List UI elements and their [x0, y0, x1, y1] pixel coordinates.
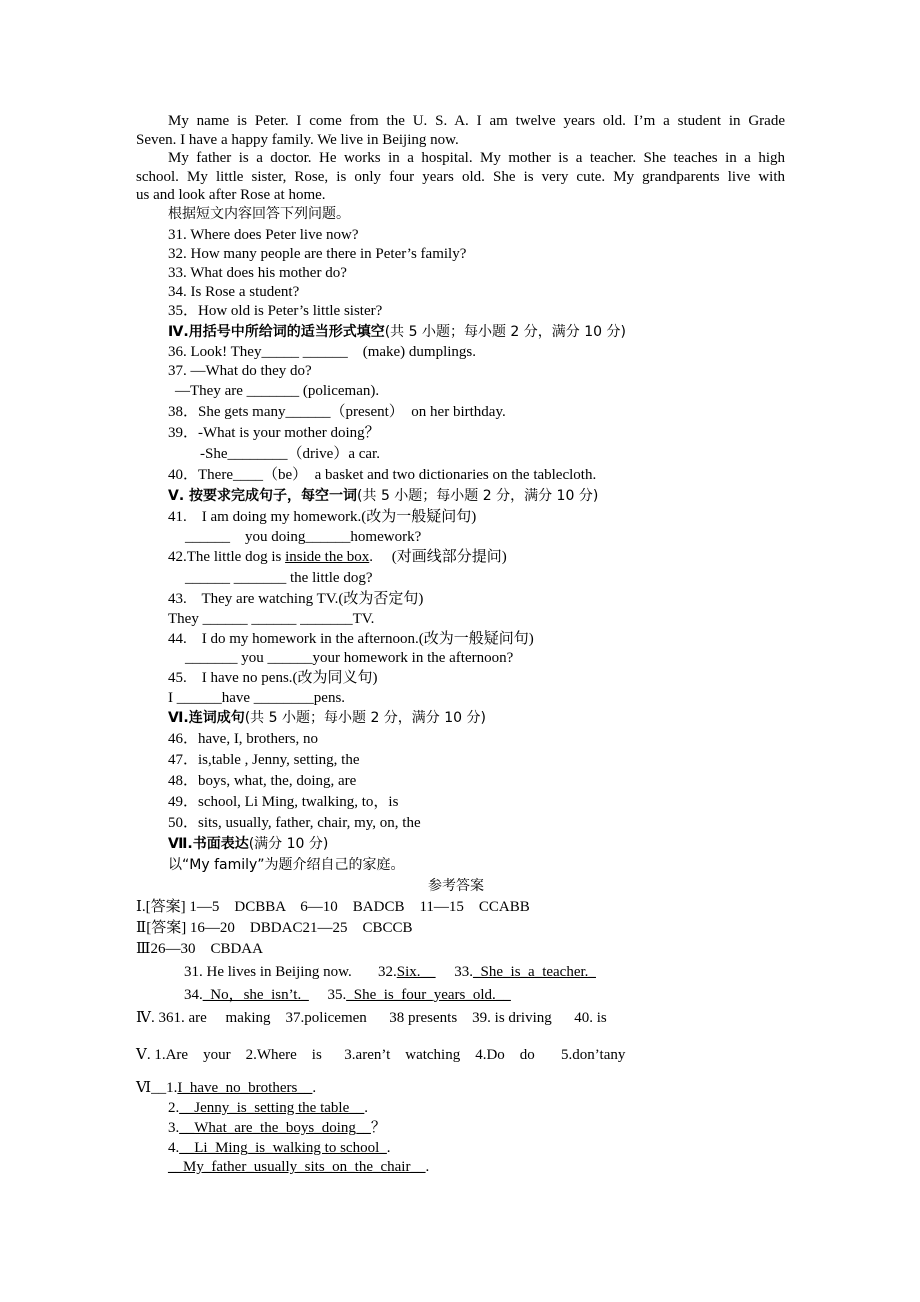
passage-line: My name is Peter. I come from the U. S. A. I am twelve years old. I’m a student in Grade: [168, 113, 785, 129]
answer-blank: I ______have ________pens.: [168, 690, 346, 706]
a35: _She_is_four_years_old.__: [346, 987, 511, 1003]
question: 50．sits, usually, father, chair, my, on, the: [168, 815, 421, 831]
a6-pre: Ⅵ__1.: [136, 1080, 178, 1096]
answer-line: [184, 963, 596, 981]
question: 41. I am doing my homework.(改为一般疑问句): [168, 509, 477, 525]
passage-line: Seven. I have a happy family. We live in Beijing now.: [136, 132, 459, 148]
a6-4: __Li_Ming_is_walking to school_: [179, 1140, 387, 1156]
answer-blank: _______ you ______your homework in the afternoon?: [185, 650, 514, 666]
question: 48．boys, what, the, doing, are: [168, 773, 357, 789]
a34: _No，she_isn’t._: [202, 987, 309, 1003]
question: 40．There____（be） a basket and two dictionaries on the tablecloth.: [168, 467, 597, 483]
answer-line: [184, 986, 511, 1004]
question: 31. Where does Peter live now?: [168, 227, 359, 243]
a32-pre: 32.: [378, 964, 397, 980]
answer-line: [168, 1158, 429, 1176]
period: .: [312, 1080, 317, 1096]
a34-pre: 34.: [184, 987, 203, 1003]
question: —They are _______ (policeman).: [175, 383, 380, 399]
question: 38．She gets many______（present） on her birthday.: [168, 404, 506, 420]
question: 44. I do my homework in the afternoon.(改为一般疑问句): [168, 631, 534, 647]
question: -She________（drive）a car.: [200, 446, 380, 462]
answer-blank: ______ you doing______homework?: [185, 529, 422, 545]
answer-line: Ⅳ. 361. are making 37.policemen 38 presents 39. is driving 40. is: [136, 1010, 607, 1026]
answer-line: [168, 1099, 368, 1117]
heading-score: (满分 10 分): [248, 836, 329, 852]
a6-3-post: ？: [370, 1120, 386, 1136]
a6-1: I_have_no_brothers__: [177, 1080, 313, 1096]
period: .: [425, 1159, 430, 1175]
question: 36. Look! They_____ ______ (make) dumplings.: [168, 344, 477, 360]
answer-line: Ⅰ.[答案] 1—5 DCBBA 6—10 BADCB 11—15 CCABB: [136, 899, 530, 915]
period: .: [364, 1100, 368, 1116]
question: 39．-What is your mother doing？: [168, 425, 380, 441]
heading-score: (共 5 小题；每小题 2 分，满分 10 分): [384, 324, 626, 340]
question: 32. How many people are there in Peter’s family?: [168, 246, 467, 262]
a35-pre: 35.: [308, 987, 347, 1003]
heading-text: Ⅵ.连词成句: [168, 710, 245, 726]
a6-5: __My_father_usually_sits_on_the_chair__: [168, 1159, 426, 1175]
answers-title: 参考答案: [428, 878, 484, 894]
a32: Six.__: [396, 964, 436, 980]
answer-line: Ⅴ. 1.Are your 2.Where is 3.aren’t watching 4.Do do 5.don’tany: [136, 1047, 626, 1063]
heading-text: Ⅳ.用括号中所给词的适当形式填空: [168, 324, 385, 340]
section-heading: [168, 835, 328, 853]
question: 45. I have no pens.(改为同义句): [168, 670, 378, 686]
heading-text: Ⅶ.书面表达: [168, 836, 249, 852]
answer-line: Ⅲ26—30 CBDAA: [136, 941, 263, 957]
section-heading: [168, 487, 598, 505]
period: .: [386, 1140, 391, 1156]
writing-prompt: 以“My family”为题介绍自己的家庭。: [168, 857, 405, 873]
question: 46．have, I, brothers, no: [168, 731, 318, 747]
heading-score: (共 5 小题；每小题 2 分，满分 10 分): [357, 488, 599, 504]
answer-line: [168, 1139, 391, 1157]
q42-post: . (对画线部分提问): [369, 549, 507, 565]
question: 37. —What do they do?: [168, 363, 312, 379]
a6-2: __Jenny_is_setting the table__: [179, 1100, 365, 1116]
a6-3-pre: 3.: [168, 1120, 180, 1136]
a33-pre: 33.: [435, 964, 474, 980]
question: 47．is,table , Jenny, setting, the: [168, 752, 360, 768]
q42-underlined: inside the box: [285, 549, 370, 565]
answer-line: [136, 1079, 316, 1097]
heading-score: (共 5 小题；每小题 2 分，满分 10 分): [244, 710, 486, 726]
passage-line: school. My little sister, Rose, is only four years old. She is very cute. My grandparents live with: [136, 169, 785, 185]
question: 33. What does his mother do?: [168, 265, 347, 281]
answer-blank: They ______ ______ _______TV.: [168, 611, 375, 627]
question: 49．school, Li Ming, twalking, to，is: [168, 794, 399, 810]
a33: _She_is_a_teacher._: [473, 964, 596, 980]
passage-line: My father is a doctor. He works in a hospital. My mother is a teacher. She teaches in a high: [168, 150, 785, 166]
question: 34. Is Rose a student?: [168, 284, 300, 300]
question: 43. They are watching TV.(改为否定句): [168, 591, 424, 607]
section-heading: [168, 709, 486, 727]
a31: 31. He lives in Beijing now.: [184, 964, 379, 980]
section-heading: [168, 323, 626, 341]
heading-text: Ⅴ. 按要求完成句子，每空一词: [168, 488, 358, 504]
answer-line: [168, 1119, 386, 1137]
a6-4-pre: 4.: [168, 1140, 180, 1156]
answer-line: Ⅱ[答案] 16—20 DBDAC21—25 CBCCB: [136, 920, 413, 936]
a6-3: __What_are_the_boys_doing__: [179, 1120, 371, 1136]
a6-2-pre: 2.: [168, 1100, 180, 1116]
answer-blank: ______ _______ the little dog?: [185, 570, 373, 586]
reading-instruction: 根据短文内容回答下列问题。: [168, 206, 350, 222]
question: 35．How old is Peter’s little sister?: [168, 303, 383, 319]
passage-line: us and look after Rose at home.: [136, 187, 326, 203]
question: [168, 548, 507, 566]
q42-pre: 42.The little dog is: [168, 549, 286, 565]
